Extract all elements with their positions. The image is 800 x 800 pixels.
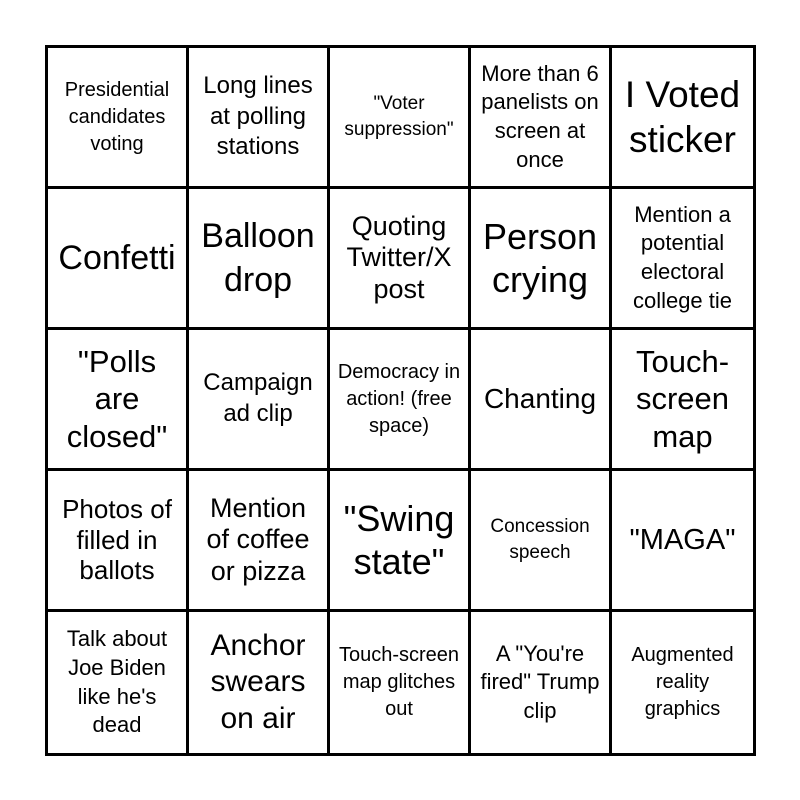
bingo-cell-more-than-6-panelists[interactable]: More than 6 panelists on screen at once [471,48,612,189]
bingo-cell-electoral-college-tie[interactable]: Mention a potential electoral college tie [612,189,753,330]
bingo-cell-touch-screen-map[interactable]: Touch-screen map [612,330,753,471]
bingo-cell-polls-are-closed[interactable]: "Polls are closed" [48,330,189,471]
bingo-cell-chanting[interactable]: Chanting [471,330,612,471]
bingo-cell-swing-state[interactable]: "Swing state" [330,471,471,612]
bingo-cell-concession-speech[interactable]: Concession speech [471,471,612,612]
bingo-cell-balloon-drop[interactable]: Balloon drop [189,189,330,330]
bingo-cell-campaign-ad-clip[interactable]: Campaign ad clip [189,330,330,471]
bingo-cell-joe-biden[interactable]: Talk about Joe Biden like he's dead [48,612,189,753]
bingo-cell-map-glitches-out[interactable]: Touch-screen map glitches out [330,612,471,753]
bingo-cell-augmented-reality[interactable]: Augmented reality graphics [631,644,734,720]
bingo-cell-anchor-swears[interactable]: Anchor swears on air [189,612,330,753]
bingo-cell-person-crying[interactable]: Person crying [471,189,612,330]
bingo-cell-maga[interactable]: "MAGA" [612,471,753,612]
bingo-cell-quoting-twitter-post[interactable]: Quoting Twitter/X post [330,189,471,330]
bingo-cell-i-voted-sticker[interactable]: I Voted sticker [612,48,753,189]
bingo-cell-photos-of-filled-ballots[interactable]: Photos of filled in ballots [48,471,189,612]
bingo-board [45,45,756,756]
bingo-cell-confetti[interactable]: Confetti [48,189,189,330]
bingo-cell-coffee-or-pizza[interactable]: Mention of coffee or pizza [189,471,330,612]
bingo-cell-voter-suppression[interactable]: "Voter suppression" [330,48,471,189]
bingo-cell-youre-fired-clip[interactable]: A "You're fired" Trump clip [471,612,612,753]
bingo-cell-presidential-candidates-voting[interactable]: Presidential candidates voting [48,48,189,189]
bingo-cell-free-space[interactable]: Democracy in action! (free space) [330,330,471,471]
bingo-cell-long-lines[interactable]: Long lines at polling stations [189,48,330,189]
